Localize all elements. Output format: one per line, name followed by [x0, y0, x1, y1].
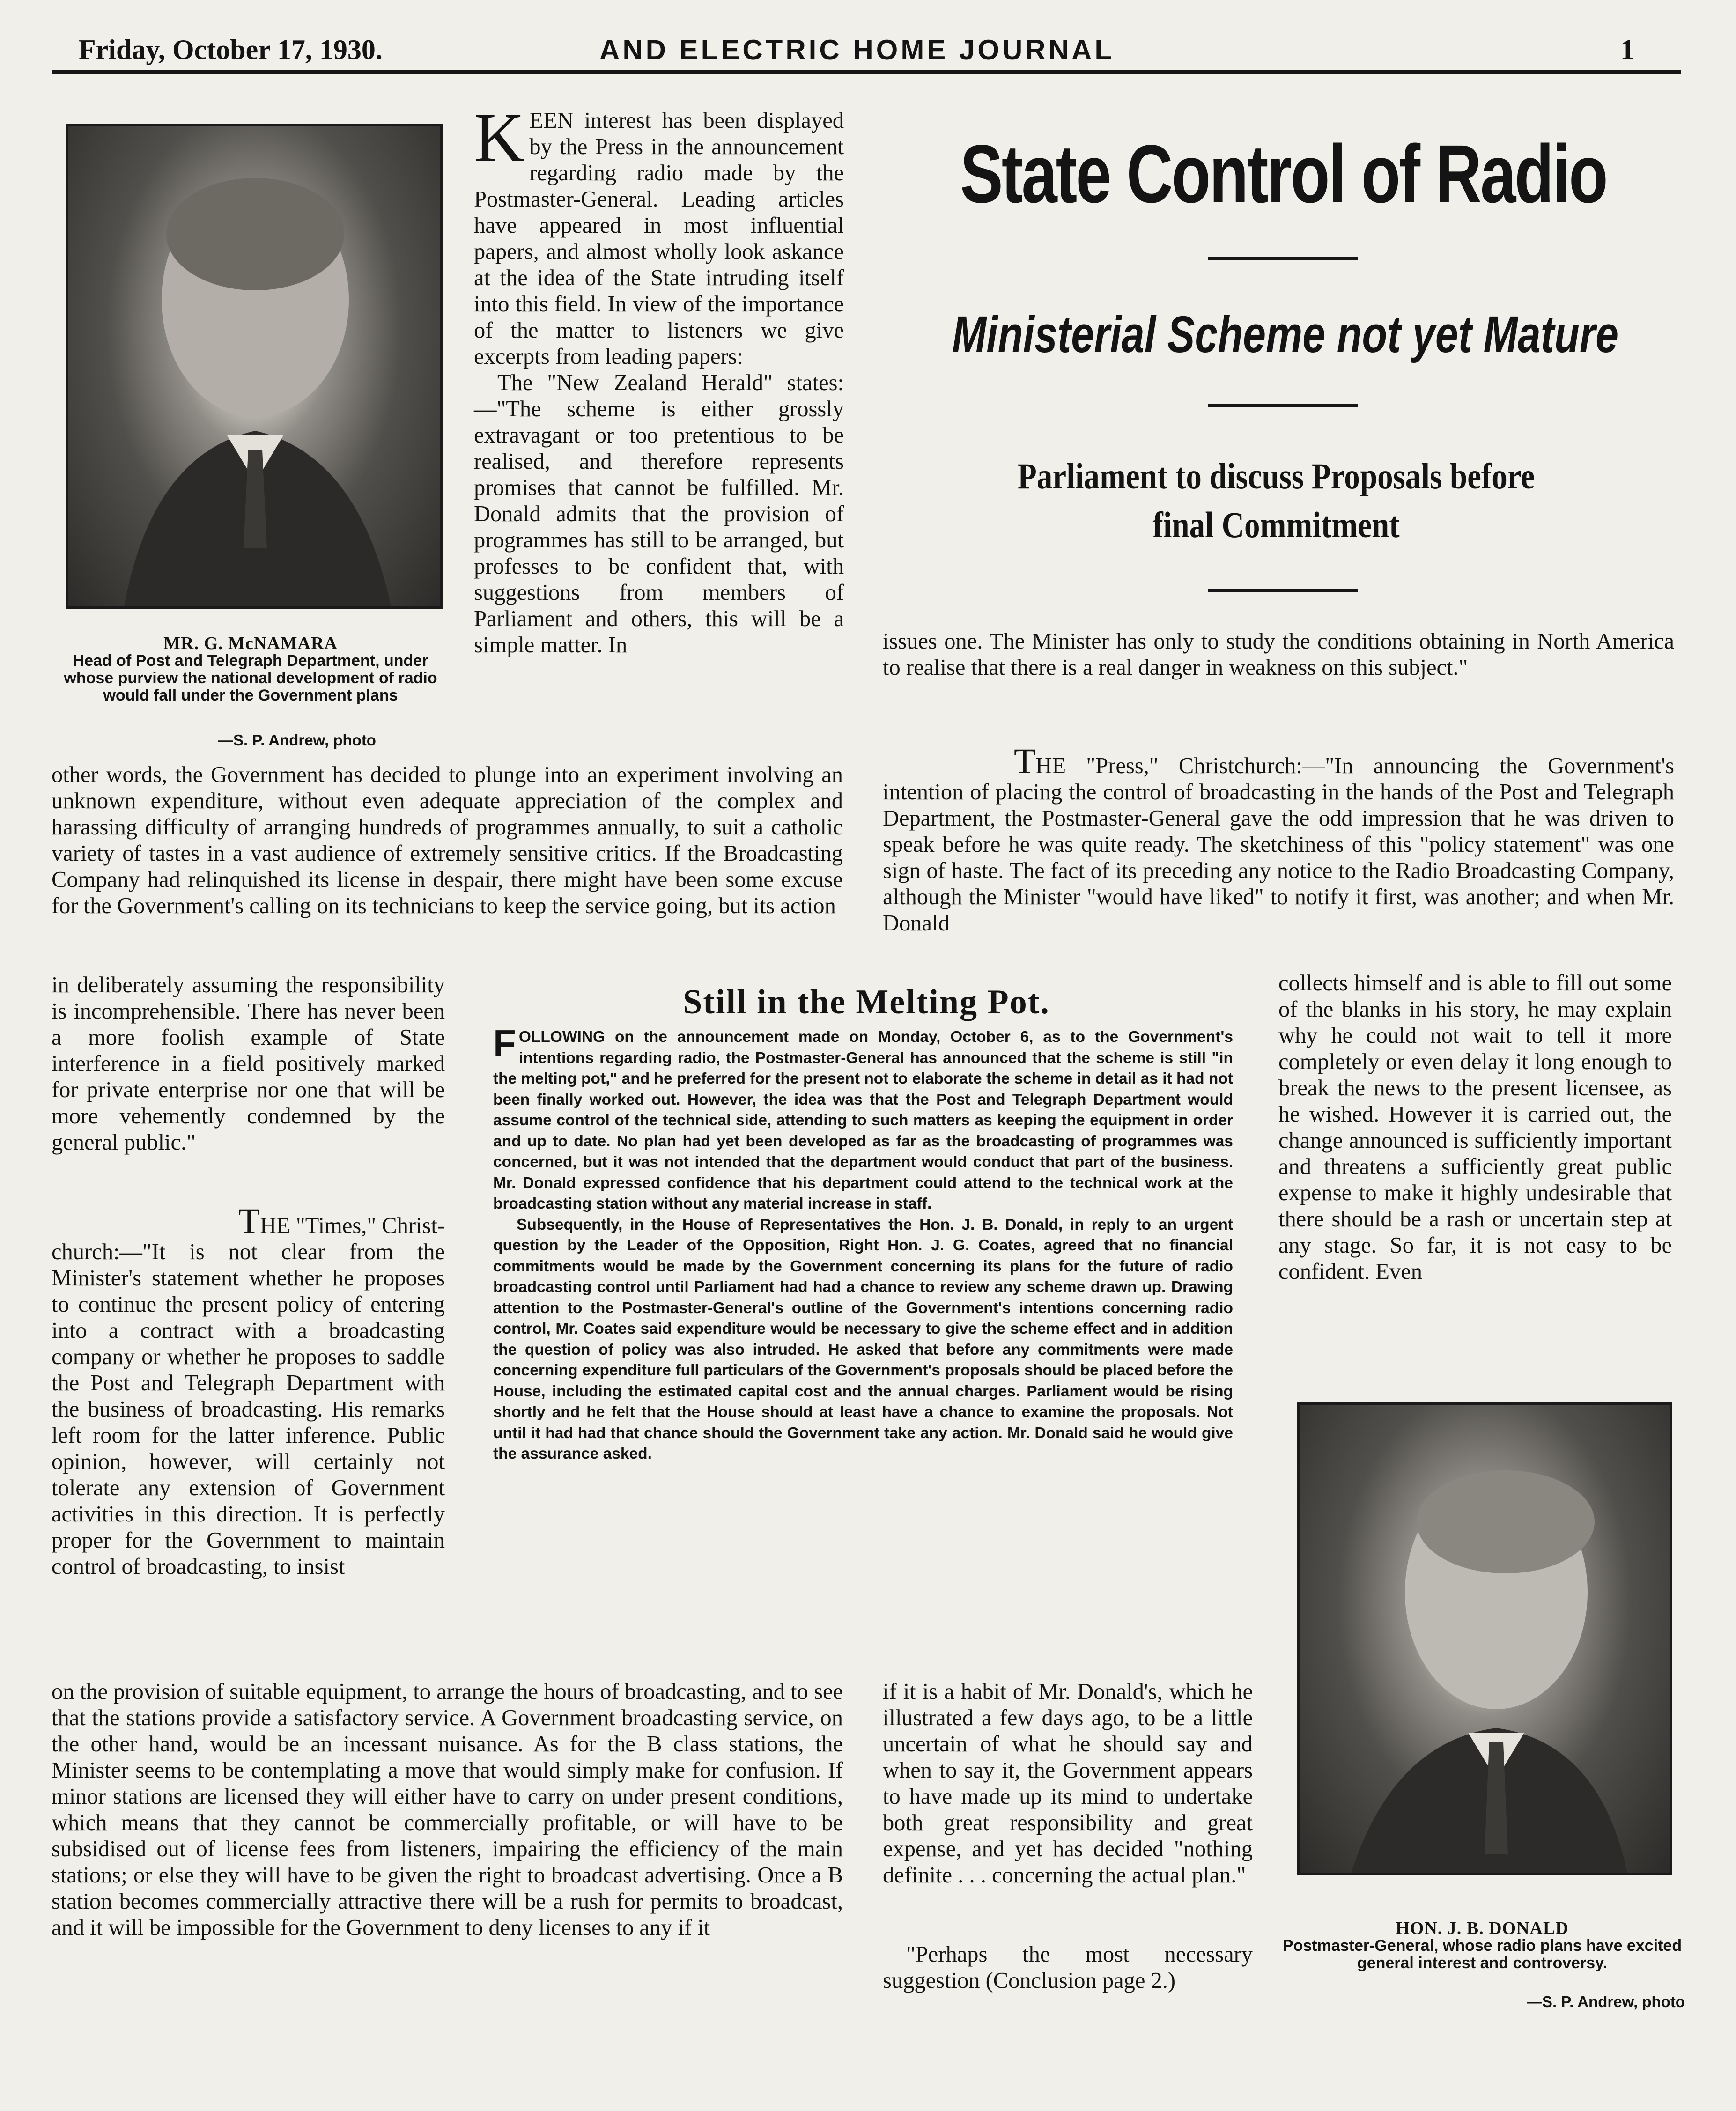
right-top-text: issues one. The Minister has only to study the conditions obtaining in North America to realise that there is a real danger in weakness on this subject.": [883, 629, 1674, 680]
herald-quote: The "New Zealand Herald" states:—"The scheme is either grossly extravagant or too pretentious to be realised, and therefore represents promises that cannot be fulfilled. Mr. Donald admits that the provision of programmes has still to be arranged, but professes to be confident that, with suggestions from members of Parliament and others, this will be a simple matter. In: [474, 370, 844, 657]
press-narrow-text: collects himself and is able to fill out some of the blanks in his story, he may explain why he could not wait to tell it more completely or even delay it long enough to break the news to the present licensee, as he wished. However it is carried out, the change announced is sufficiently important and threatens a sufficiently great public expense to make it highly undesirable that there should be a rash or uncertain step at any stage. So far, it is not easy to be confident. Even: [1278, 971, 1672, 1284]
box-article: [493, 1022, 1233, 1465]
photo-donald-description: Postmaster-General, whose radio plans have excited general interest and controversy.: [1282, 1937, 1682, 1972]
portrait-figure-icon: [68, 126, 440, 606]
intro-article: [474, 99, 844, 658]
portrait-figure-icon: [1300, 1405, 1670, 1873]
header-date: Friday, October 17, 1930.: [79, 34, 383, 65]
intro-text: EEN interest has been displayed by the Press in the announcement regarding radio made by the Postmaster-General. Leading articles have appeared in most influential papers, and almost wholly look askance at the idea of the State intruding itself into this field. In view of the importance of the matter to listeners we give excerpts from leading papers:: [474, 108, 844, 369]
photo-mcnamara: [66, 124, 443, 609]
photo-mcnamara-credit: —S. P. Andrew, photo: [218, 731, 376, 749]
times-text: church:—"It is not clear from the Minister's statement whether he proposes to continue the present policy of entering into a contract with a broadcasting company or whether he proposes to saddle the Post and Telegraph Department with the business of broadcasting. His remarks left room for the latter inference. Public opinion, however, will certainly not tolerate any extension of Government activities in this direction. It is perfectly proper for the Government to maintain control of broadcasting, to insist: [52, 1240, 445, 1579]
press-closing-text: "Perhaps the most necessary suggestion (Conclusion page 2.): [883, 1942, 1253, 1993]
times-article: [52, 1202, 445, 1580]
header-journal-name: AND ELECTRIC HOME JOURNAL: [599, 34, 1115, 66]
box-heading: Still in the Melting Pot.: [683, 983, 1050, 1021]
headline-title: State Control of Radio: [960, 128, 1607, 220]
press-article: [883, 742, 1674, 937]
times-bottom-text: on the provision of suitable equipment, to arrange the hours of broadcasting, and to see that the stations provide a satisfactory service. A Government broadcasting service, on the other hand, would be an incessant nuisance. As for the B class stations, the Minister seems to be contemplating a move that would simply make for confusion. If minor stations are licensed they will either have to carry on under present conditions, which means that they cannot be commercially profitable, or will have to be subsidised out of license fees from listeners, impairing the efficiency of the main stations; or else they will have to be given the right to broadcast advertising. Once a B station becomes commercially attractive there will be a rush for permits to broadcast, and it will be impossible for the Government to deny licenses to any if it: [52, 1679, 843, 1940]
headline-subtitle: Ministerial Scheme not yet Mature: [952, 306, 1619, 363]
times-lead-line: [52, 1202, 445, 1241]
box-text-1: OLLOWING on the announcement made on Monday, October 6, as to the Government's intentions regarding radio, the Postmaster-General has announced that the scheme is still "in the melting pot," and he preferred for the present not to elaborate the scheme in detail as it had not been finally worked out. However, the idea was that the Post and Telegraph Department would assume control of the technical side, attending to such matters as keeping the equipment in order and up to date. No plan had yet been developed as far as the broadcasting of programmes was concerned, but it was not intended that the department would conduct that part of the business. Mr. Donald expressed confidence that his department could attend to the technical work at the broadcasting station without any material increase in staff.: [493, 1028, 1233, 1212]
header-page-number: 1: [1620, 34, 1634, 65]
press-bottom-text: if it is a habit of Mr. Donald's, which he illustrated a few days ago, to be a little uncertain of what he should say and when to say it, the Government appears to have made up its mind to undertake both great responsibility and great expense, and yet has decided "nothing definite . . . concerning the actual plan.": [883, 1679, 1253, 1888]
photo-donald-caption: [1274, 1920, 1691, 1972]
photo-donald-credit: —S. P. Andrew, photo: [1527, 1993, 1685, 2010]
photo-donald: [1297, 1402, 1672, 1875]
press-dropcap: T: [1014, 742, 1036, 781]
headline-rule-2: [1208, 404, 1358, 407]
photo-mcnamara-description: Head of Post and Telegraph Department, under whose purview the national development of radio would fall under the Government plans: [64, 652, 437, 704]
headline-deck: Parliament to discuss Proposals before final Commitment: [1017, 456, 1535, 545]
photo-mcnamara-name: MR. G. McNAMARA: [163, 634, 338, 653]
herald-ending: in deliberately assuming the responsibility is incomprehensible. There has never been a more foolish example of State interference in a field positively marked for private enterprise nor one that will be more vehemently condemned by the general public.": [52, 973, 445, 1155]
times-dropcap: T: [238, 1202, 260, 1241]
times-lead: HE "Times," Christ-: [260, 1213, 445, 1238]
press-paragraph: [883, 742, 1674, 937]
intro-paragraph: [474, 99, 844, 370]
herald-continuation: other words, the Government has decided to plunge into an experiment involving an unknown expenditure, without even adequate appreciation of the complex and harassing difficulty of arranging hundreds of programmes annually, to suit a catholic variety of tastes in a vast audience of extremely sensitive critics. If the Broadcasting Company had relinquished its license in despair, there might have been some excuse for the Government's calling on its technicians to keep the service going, but its action: [52, 762, 843, 918]
box-paragraph-2: Subsequently, in the House of Representatives the Hon. J. B. Donald, in reply to an urgent question by the Leader of the Opposition, Right Hon. J. G. Coates, agreed that no financial commitments would be made by the Government concerning its plans for the future of radio broadcasting control until Parliament had had a chance to review any scheme drawn up. Drawing attention to the Postmaster-General's outline of the Government's intentions concerning radio control, Mr. Coates said expenditure would be necessary to give the scheme effect and in addition the question of policy was also intruded. He asked that before any commitments were made concerning expenditure full particulars of the Government's proposals should be placed before the House, including the estimated capital cost and the annual charges. Parliament would be rising shortly and he felt that the House should at least have a chance to examine the proposals. Not until it had had that chance should the Government take any action. Mr. Donald said he would give the assurance asked.: [493, 1216, 1233, 1462]
photo-mcnamara-caption: [52, 635, 450, 704]
header-rule: [52, 70, 1681, 74]
box-paragraph-1: [493, 1022, 1233, 1215]
photo-donald-name: HON. J. B. DONALD: [1396, 1919, 1569, 1938]
press-text: HE "Press," Christchurch:—"In announcing the Government's intention of placing the control of broadcasting in the hands of the Post and Telegraph Department, the Postmaster-General gave the odd impression that he was driven to speak before he was quite ready. The sketchiness of this "policy statement" was one sign of haste. The fact of its preceding any notice to the Radio Broadcasting Company, although the Minister "would have liked" to notify it first, was another; and when Mr. Donald: [883, 753, 1674, 936]
box-dropcap: F: [493, 1022, 516, 1064]
headline-rule-1: [1208, 257, 1358, 260]
headline-rule-3: [1208, 589, 1358, 592]
intro-dropcap: K: [474, 99, 525, 177]
